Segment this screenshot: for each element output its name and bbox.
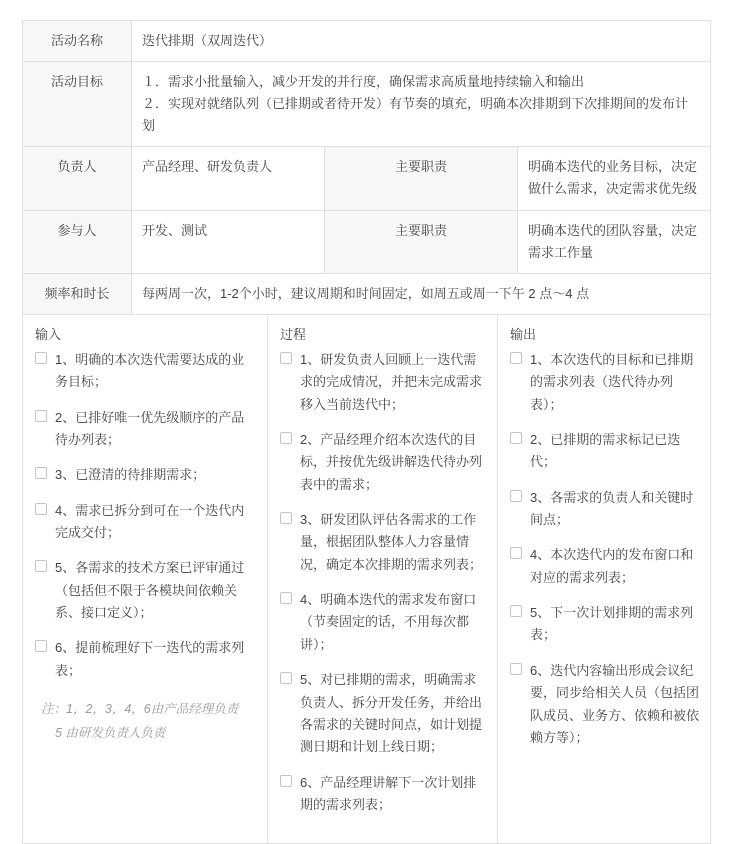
list-item-label: 3、各需求的负责人和关键时间点； <box>530 489 694 527</box>
list-item-label: 1、本次迭代的目标和已排期的需求列表（迭代待办列表）； <box>530 351 694 412</box>
goal-line-1: １．需求小批量输入，减少开发的并行度，确保需求高质量地持续输入和输出 <box>142 74 585 90</box>
list-item-label: 5、下一次计划排期的需求列表； <box>530 605 694 643</box>
list-item-label: 1、明确的本次迭代需要达成的业务目标； <box>55 351 245 390</box>
activity-meta-table <box>22 20 711 315</box>
list-item-label: 3、研发团队评估各需求的工作量，根据团队整体人力容量情况，确定本次排期的需求列表； <box>300 512 483 572</box>
list-item-label: 4、本次迭代内的发布窗口和对应的需求列表； <box>530 547 694 585</box>
list-item-label: 1、研发负责人回顾上一迭代需求的完成情况，并把未完成需求移入当前迭代中； <box>300 351 483 412</box>
label-owner-duty: 主要职责 <box>325 147 518 210</box>
list-item-label: 5、各需求的技术方案已评审通过（包括但不限于各模块间依赖关系、接口定义）； <box>55 560 245 621</box>
value-frequency: 每两周一次，1-2个小时，建议周期和时间固定，如周五或周一下午 2 点～4 点 <box>132 273 711 314</box>
column-input-title: 输入 <box>35 326 62 342</box>
column-input-body <box>23 349 267 760</box>
table-row-frequency <box>23 273 711 314</box>
table-row-participants <box>23 210 711 273</box>
input-note-line-1: 注：1，2，3，4，6由产品经理负责 <box>41 702 239 717</box>
column-process-body <box>268 349 497 843</box>
checkbox-icon[interactable] <box>280 592 292 604</box>
checkbox-icon[interactable] <box>35 503 47 515</box>
list-item[interactable] <box>35 349 257 394</box>
column-output-title: 输出 <box>510 326 537 342</box>
checkbox-icon[interactable] <box>280 672 292 684</box>
column-output-body <box>498 349 710 776</box>
label-participants: 参与人 <box>23 210 132 273</box>
list-item[interactable] <box>280 349 487 416</box>
checkbox-icon[interactable] <box>280 775 292 787</box>
input-note-line-2: 5 由研发负责人负责 <box>55 725 166 740</box>
list-item-label: 6、产品经理讲解下一次计划排期的需求列表； <box>300 774 477 812</box>
checkbox-icon[interactable] <box>510 605 522 617</box>
list-item[interactable] <box>510 660 700 749</box>
list-item-label: 2、已排好唯一优先级顺序的产品待办列表； <box>55 409 245 447</box>
column-process <box>268 315 498 843</box>
list-item[interactable] <box>35 557 257 624</box>
list-item[interactable] <box>35 637 257 682</box>
list-item[interactable] <box>510 602 700 647</box>
label-participants-duty: 主要职责 <box>325 210 518 273</box>
io-columns <box>22 315 711 844</box>
checkbox-icon[interactable] <box>35 352 47 364</box>
list-item-label: 3、已澄清的待排期需求； <box>55 467 206 483</box>
list-item[interactable] <box>35 500 257 545</box>
checkbox-icon[interactable] <box>510 432 522 444</box>
label-owner: 负责人 <box>23 147 132 210</box>
checkbox-icon[interactable] <box>510 490 522 502</box>
table-row-activity-goal <box>23 62 711 147</box>
checkbox-icon[interactable] <box>280 512 292 524</box>
checkbox-icon[interactable] <box>35 410 47 422</box>
list-item-label: 4、明确本迭代的需求发布窗口（节奏固定的话，不用每次都讲）； <box>300 592 477 652</box>
list-item[interactable] <box>280 509 487 576</box>
label-frequency: 频率和时长 <box>23 273 132 314</box>
list-item[interactable] <box>510 487 700 532</box>
output-checklist <box>510 349 700 749</box>
value-activity-goal <box>132 62 711 147</box>
label-activity-goal: 活动目标 <box>23 62 132 147</box>
checkbox-icon[interactable] <box>510 547 522 559</box>
input-note <box>41 698 257 746</box>
list-item[interactable] <box>280 772 487 817</box>
list-item-label: 4、需求已拆分到可在一个迭代内完成交付； <box>55 502 245 540</box>
table-row-owner <box>23 147 711 210</box>
checkbox-icon[interactable] <box>510 663 522 675</box>
label-activity-name: 活动名称 <box>23 21 132 62</box>
column-output <box>498 315 710 843</box>
list-item[interactable] <box>280 429 487 496</box>
table-row-activity-name <box>23 21 711 62</box>
list-item[interactable] <box>280 589 487 656</box>
input-checklist <box>35 349 257 682</box>
list-item[interactable] <box>280 669 487 758</box>
value-participants-duty: 明确本迭代的团队容量，决定需求工作量 <box>518 210 711 273</box>
column-input <box>23 315 268 843</box>
checkbox-icon[interactable] <box>510 352 522 364</box>
list-item[interactable] <box>510 349 700 416</box>
goal-line-2: ２．实现对就绪队列（已排期或者待开发）有节奏的填充，明确本次排期到下次排期间的发布计划 <box>142 96 689 134</box>
checkbox-icon[interactable] <box>280 432 292 444</box>
checkbox-icon[interactable] <box>280 352 292 364</box>
value-activity-name: 迭代排期（双周迭代） <box>132 21 711 62</box>
value-participants: 开发、测试 <box>132 210 325 273</box>
value-owner-duty: 明确本迭代的业务目标，决定做什么需求，决定需求优先级 <box>518 147 711 210</box>
list-item-label: 6、提前梳理好下一迭代的需求列表； <box>55 640 245 678</box>
list-item-label: 6、迭代内容输出形成会议纪要，同步给相关人员（包括团队成员、业务方、依赖和被依赖方等）； <box>530 662 700 745</box>
checkbox-icon[interactable] <box>35 560 47 572</box>
list-item[interactable] <box>35 407 257 452</box>
column-process-title: 过程 <box>280 326 307 342</box>
list-item[interactable] <box>510 429 700 474</box>
list-item-label: 2、产品经理介绍本次迭代的目标，并按优先级讲解迭代待办列表中的需求； <box>300 431 483 492</box>
process-checklist <box>280 349 487 816</box>
checkbox-icon[interactable] <box>35 640 47 652</box>
list-item-label: 2、已排期的需求标记已迭代； <box>530 431 681 470</box>
list-item[interactable] <box>510 544 700 589</box>
list-item-label: 5、对已排期的需求，明确需求负责人、拆分开发任务，并给出各需求的关键时间点，如计划提测日期和计划上线日期； <box>300 672 483 755</box>
checkbox-icon[interactable] <box>35 467 47 479</box>
value-owner: 产品经理、研发负责人 <box>132 147 325 210</box>
list-item[interactable] <box>35 464 257 486</box>
